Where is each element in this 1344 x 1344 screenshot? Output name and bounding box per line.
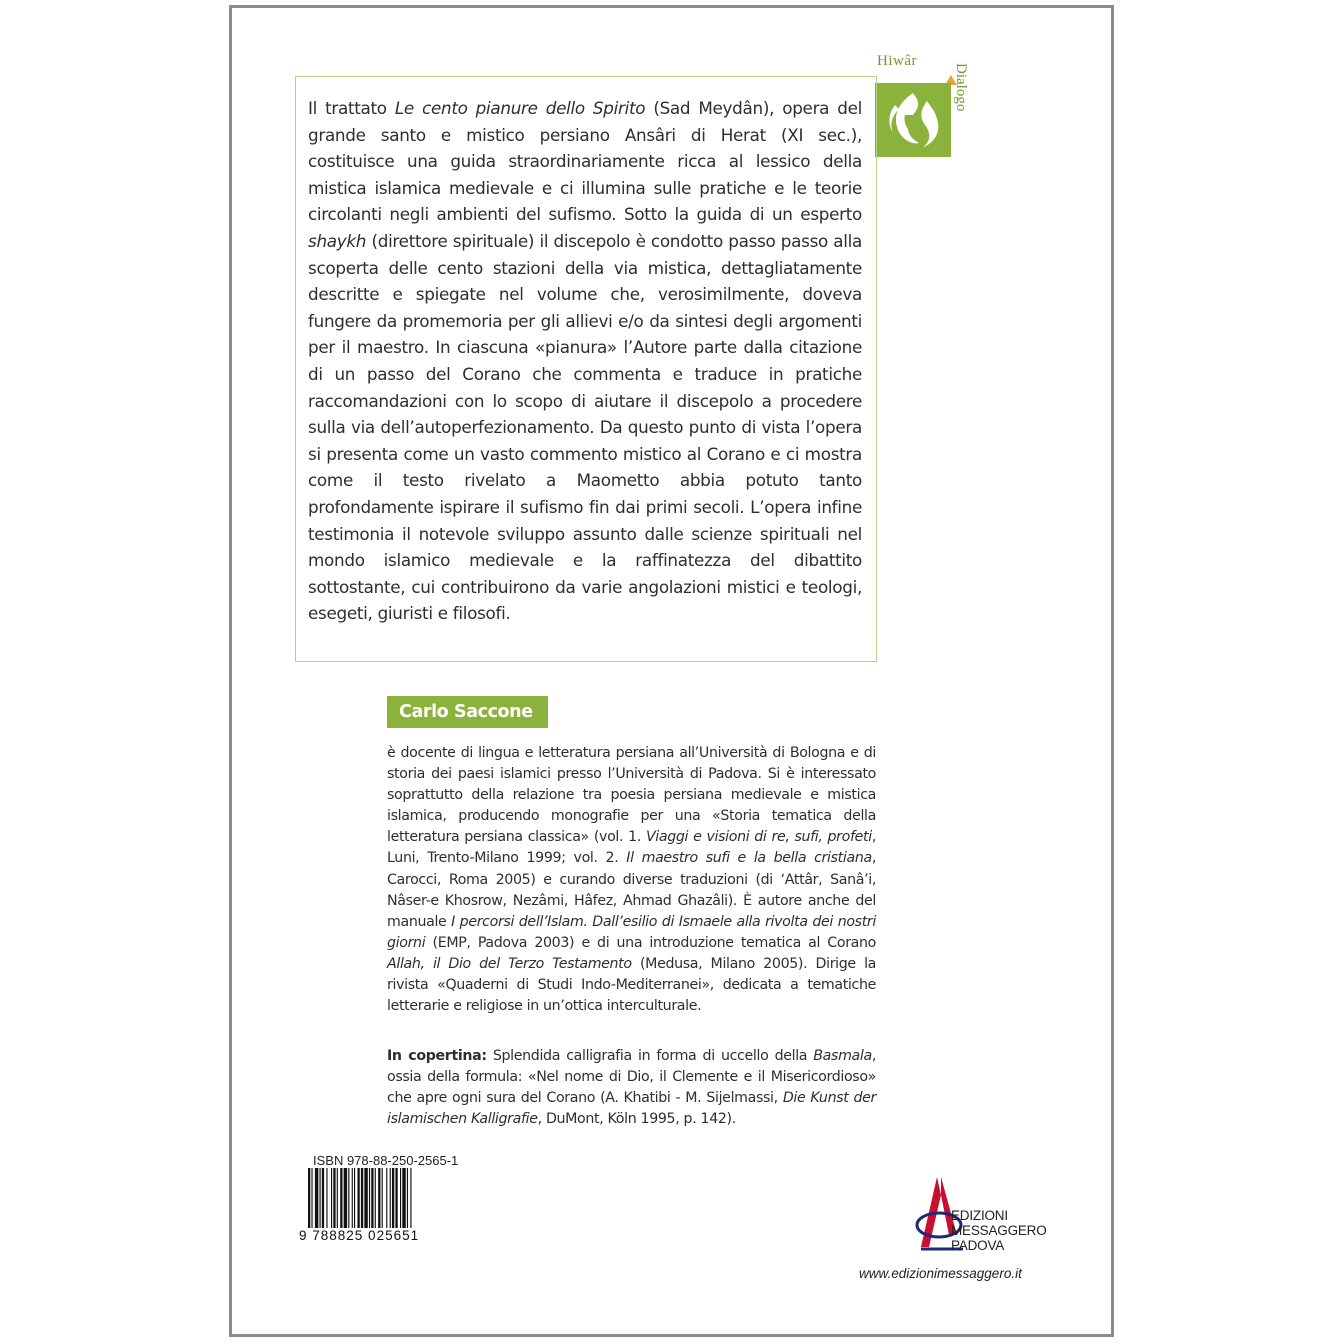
- barcode-bar: [402, 1168, 405, 1228]
- basmala-term: Basmala: [813, 1048, 872, 1064]
- barcode-bar: [337, 1168, 338, 1228]
- shaykh-term: shaykh: [308, 230, 367, 251]
- description-body-2: (direttore spirituale) il discepolo è condotto passo passo alla scoperta delle cento stazioni della via mistica, dettagliatamente descritte e spiegate nel volume che, verosimilmente, doveva fungere da promemoria per gli allievi e/o da sintesi degli argomenti per il maestro. In ciascuna «pianura» l’Autore parte dalla citazione di un passo del Corano che commenta e traduce in pratiche raccomandazioni con lo scopo di aiutare il discepolo a procedere sulla via dell’autoperfezionamento. Da questo punto di vista l’opera si presenta come un vasto commento mistico al Corano e ci mostra come il testo rivelato a Maometto abbia potuto tanto profondamente ispirare il sufismo fin dai primi secoli. L’opera infine testimonia il notevole sviluppo assunto dalle scienze spirituali nel mondo islamico medievale e la raffinatezza del dibattito sottostante, cui contribuirono da varie angolazioni mistici e teologi, esegeti, giuristi e filosofi.: [308, 230, 862, 624]
- barcode-bar: [361, 1168, 363, 1236]
- author-name-badge: Carlo Saccone: [387, 696, 548, 728]
- barcode-bar: [378, 1168, 380, 1228]
- barcode-bar: [352, 1168, 353, 1228]
- description-text: [308, 95, 862, 627]
- series-name-side: Dialogo: [953, 63, 969, 112]
- barcode-digits: 9 788825 025651: [299, 1228, 420, 1243]
- barcode-bar: [331, 1168, 332, 1228]
- barcode-bar: [400, 1168, 401, 1228]
- series-name-top: Hiwâr: [877, 53, 917, 69]
- publisher-line: MESSAGGERO: [951, 1223, 1047, 1238]
- barcode-bar: [357, 1168, 359, 1228]
- barcode-bar: [395, 1168, 397, 1228]
- barcode-bar: [348, 1168, 349, 1228]
- publisher-name: [951, 1208, 1047, 1253]
- barcode-bar: [320, 1168, 321, 1228]
- barcode-bar: [390, 1168, 391, 1228]
- barcode-bar: [364, 1168, 367, 1228]
- author-bio-part: , Carocci, Roma 2005) e curando diverse traduzioni (di ‘Attâr, Sanâ’i, Nâser-e Khosrow, Nezâmi, Hâfez, Ahmad Ghazâli). È autore anche del manuale: [387, 850, 876, 930]
- author-bio: [387, 743, 876, 1017]
- barcode-bar: [369, 1168, 370, 1228]
- book-title: Allah, il Dio del Terzo Testamento: [387, 955, 632, 972]
- cover-note-label: In copertina:: [387, 1048, 487, 1064]
- cover-note-text: , DuMont, Köln 1995, p. 142).: [537, 1111, 736, 1128]
- book-title: I percorsi dell’Islam. Dall’esilio di Ismaele alla rivolta dei nostri giorni: [387, 913, 876, 951]
- barcode-bar: [354, 1168, 355, 1228]
- series-logo: [877, 53, 972, 163]
- series-emblem: [875, 83, 951, 157]
- book-title: Viaggi e visioni di re, sufi, profeti: [645, 829, 872, 846]
- book-back-cover: [229, 5, 1114, 1337]
- description-intro: Il trattato: [308, 98, 395, 118]
- barcode-bar: [410, 1168, 411, 1236]
- publisher-url: www.edizionimessaggero.it: [859, 1266, 1022, 1281]
- barcode-bar: [392, 1168, 394, 1228]
- work-title: Le cento pianure dello Spirito: [394, 98, 646, 118]
- cover-note: [387, 1046, 876, 1130]
- author-bio-part: (Medusa, Milano 2005). Dirige la rivista «Quaderni di Studi Indo-Mediterranei», dedicata a tematiche letterarie e religiose in un’ottica interculturale.: [387, 955, 876, 1015]
- author-bio-part: (EMP, Padova 2003) e di una introduzione tematica al Corano: [425, 934, 876, 951]
- description-body-1: (Sad Meydân), opera del grande santo e mistico persiano Ansâri di Herat (XI sec.), costituisce una guida straordinariamente ricca al lessico della mistica islamica medievale e ci illumina sulle pratiche e le teorie circolanti negli ambienti del sufismo. Sotto la guida di un esperto: [308, 98, 862, 225]
- publisher-line: EDIZIONI: [951, 1208, 1008, 1223]
- barcode-bar: [344, 1168, 347, 1228]
- barcode-bar: [375, 1168, 376, 1228]
- barcode-bar: [371, 1168, 373, 1228]
- cover-note-text: , ossia della formula: «Nel nome di Dio, il Clemente e il Misericordioso» che apre ogni sura del Corano (A. Khatibi - M. Sijelmassi,: [387, 1048, 876, 1107]
- barcode-bar: [382, 1168, 383, 1228]
- publisher-line: PADOVA: [951, 1238, 1005, 1253]
- isbn-label: ISBN 978-88-250-2565-1: [313, 1153, 459, 1168]
- barcode-bar: [333, 1168, 335, 1228]
- barcode-bar: [386, 1168, 387, 1228]
- cover-note-text: Splendida calligrafia in forma di uccello della: [486, 1048, 814, 1064]
- description-box: [295, 76, 877, 662]
- barcode-bar: [407, 1168, 408, 1228]
- barcode-bar: [315, 1168, 318, 1228]
- book-title: Die Kunst der islamischen Kalligrafie: [387, 1090, 876, 1128]
- author-bio-part: , Luni, Trento-Milano 1999; vol. 2.: [387, 829, 876, 867]
- barcode-bar: [322, 1168, 324, 1228]
- barcode-bar: [308, 1168, 310, 1236]
- barcode-bar: [340, 1168, 342, 1228]
- barcode-bar: [326, 1168, 327, 1228]
- flame-calligraphy-icon: [875, 83, 951, 157]
- book-title: Il maestro sufi e la bella cristiana: [626, 850, 872, 867]
- barcode-bar: [311, 1168, 312, 1236]
- author-bio-part: è docente di lingua e letteratura persiana all’Università di Bologna e di storia dei paesi islamici presso l’Università di Padova. Si è interessato soprattutto della relazione tra poesia persiana medievale e mistica islamica, producendo monografie per una «Storia tematica della letteratura persiana classica» (vol. 1.: [387, 745, 876, 846]
